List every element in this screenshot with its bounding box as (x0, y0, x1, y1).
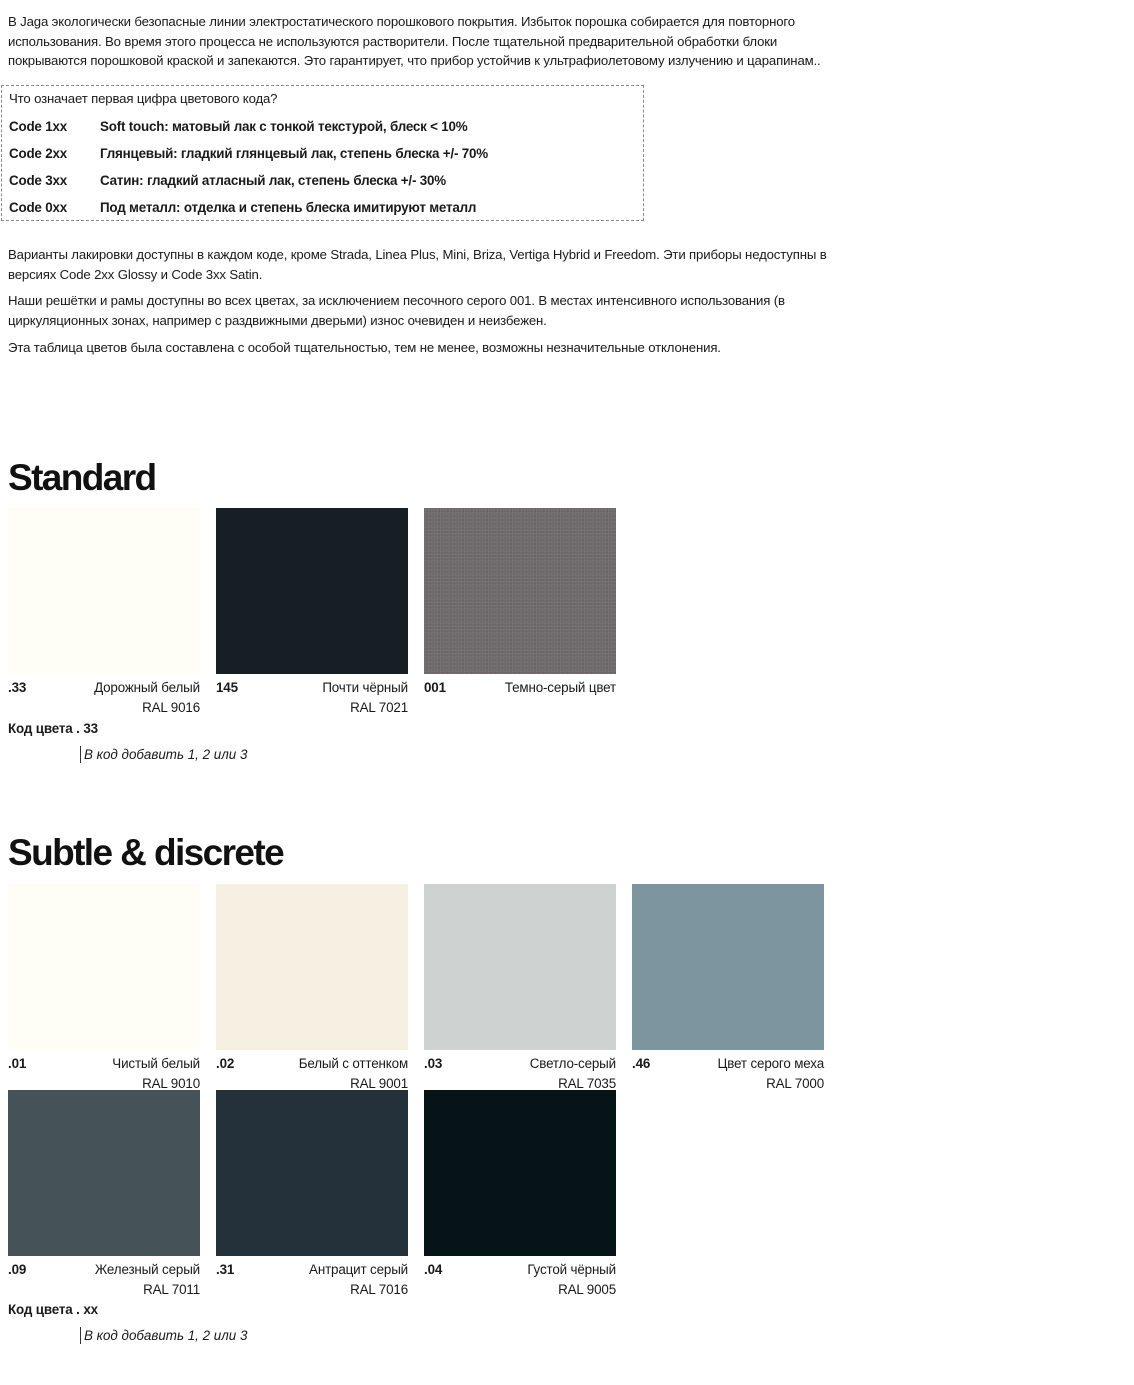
swatch-ral: RAL 9001 (350, 1075, 408, 1091)
swatch-33[interactable] (8, 508, 200, 674)
note-paragraph: Варианты лакировки доступны в каждом коде, кроме Strada, Linea Plus, Mini, Briza, Vertiga Hybrid и Freedom. Эти приборы недоступны в версиях Code 2xx Glossy и Code 3xx Satin. (8, 247, 827, 282)
legend-description: Сатин: гладкий атласный лак, степень блеска +/- 30% (100, 173, 446, 188)
swatch-label (8, 1260, 200, 1299)
standard-hint: В код добавить 1, 2 или 3 (80, 746, 247, 763)
legend-code: Code 0xx (9, 200, 67, 215)
swatch-04[interactable] (424, 1090, 616, 1256)
swatch-code: .02 (216, 1056, 235, 1071)
swatch-label (424, 1260, 616, 1299)
swatch-code: .33 (8, 680, 27, 695)
swatch-code: .01 (8, 1056, 27, 1071)
swatch-label (216, 678, 408, 717)
swatch-31[interactable] (216, 1090, 408, 1256)
swatch-001[interactable] (424, 508, 616, 674)
legend-description: Soft touch: матовый лак с тонкой текстурой, блеск < 10% (100, 119, 468, 134)
swatch-name: Чистый белый (112, 1056, 200, 1071)
swatch-ral: RAL 7021 (350, 699, 408, 715)
swatch-name: Цвет серого меха (717, 1056, 824, 1071)
swatch-name: Белый с оттенком (298, 1056, 408, 1071)
standard-section-title: Standard (8, 457, 156, 498)
swatch-code: .09 (8, 1262, 27, 1277)
legend-description: Под металл: отделка и степень блеска имитируют металл (100, 200, 477, 215)
swatch-name: Антрацит серый (309, 1262, 408, 1277)
swatch-03[interactable] (424, 884, 616, 1050)
swatch-label (216, 1260, 408, 1299)
swatch-code: .03 (424, 1056, 443, 1071)
standard-color-code: Код цвета . 33 (8, 721, 98, 736)
swatch-name: Почти чёрный (322, 680, 408, 695)
swatch-ral: RAL 9016 (142, 699, 200, 715)
swatch-name: Железный серый (94, 1262, 200, 1277)
swatch-code: 145 (216, 680, 238, 695)
note-paragraph: Эта таблица цветов была составлена с особой тщательностью, тем не менее, возможны незначительные отклонения. (8, 340, 721, 355)
swatch-name: Светло-серый (529, 1056, 616, 1071)
legend-code: Code 2xx (9, 146, 67, 161)
swatch-label (424, 678, 616, 698)
legend-question: Что означает первая цифра цветового кода? (9, 91, 278, 106)
swatch-name: Густой чёрный (527, 1262, 616, 1277)
swatch-46[interactable] (632, 884, 824, 1050)
swatch-02[interactable] (216, 884, 408, 1050)
swatch-code: 001 (424, 680, 446, 695)
color-code-legend (1, 85, 644, 221)
swatch-label (8, 678, 200, 717)
swatch-01[interactable] (8, 884, 200, 1050)
legend-code: Code 1xx (9, 119, 67, 134)
swatch-label (424, 1054, 616, 1093)
swatch-name: Темно-серый цвет (504, 680, 616, 695)
note-paragraph: Наши решётки и рамы доступны во всех цветах, за исключением песочного серого 001. В местах интенсивного использования (в циркуляционных зонах, например с раздвижными дверьми) износ очевиден и неизбежен. (8, 293, 785, 328)
legend-code: Code 3xx (9, 173, 67, 188)
subtle-color-code: Код цвета . xx (8, 1302, 98, 1317)
swatch-code: .46 (632, 1056, 651, 1071)
swatch-145[interactable] (216, 508, 408, 674)
swatch-ral: RAL 7035 (558, 1075, 616, 1091)
swatch-name: Дорожный белый (94, 680, 200, 695)
swatch-label (632, 1054, 824, 1093)
subtle-hint: В код добавить 1, 2 или 3 (80, 1327, 247, 1344)
swatch-code: .04 (424, 1262, 443, 1277)
swatch-09[interactable] (8, 1090, 200, 1256)
swatch-ral: RAL 7016 (350, 1281, 408, 1297)
intro-paragraph: В Jaga экологически безопасные линии электростатического порошкового покрытия. Избыток порошка собирается для повторного использования. Во время этого процесса не используются растворители. После тщательной предварительной обработки блоки покрываются порошковой краской и запекаются. Это гарантирует, что прибор устойчив к ультрафиолетовому излучению и царапинам.. (8, 14, 821, 68)
swatch-label (8, 1054, 200, 1093)
swatch-ral: RAL 7011 (143, 1281, 200, 1297)
legend-description: Глянцевый: гладкий глянцевый лак, степень блеска +/- 70% (100, 146, 488, 161)
swatch-ral: RAL 7000 (766, 1075, 824, 1091)
swatch-ral: RAL 9010 (142, 1075, 200, 1091)
swatch-label (216, 1054, 408, 1093)
swatch-code: .31 (216, 1262, 235, 1277)
swatch-ral: RAL 9005 (558, 1281, 616, 1297)
subtle-section-title: Subtle & discrete (8, 832, 284, 873)
